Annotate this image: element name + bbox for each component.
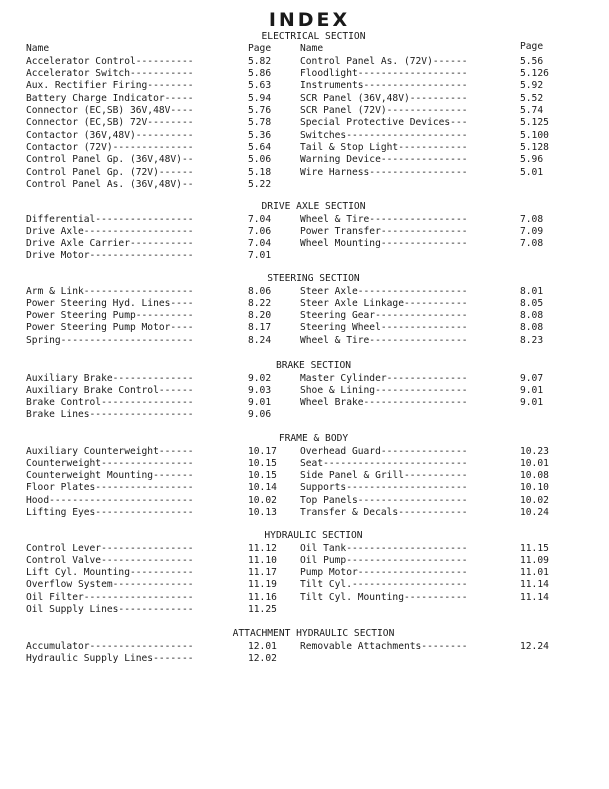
entry-page: 8.08 bbox=[520, 322, 544, 334]
entry-name: Wheel & Tire----------------- bbox=[300, 334, 468, 346]
index-row bbox=[0, 286, 609, 298]
entry-name: Pump Motor------------------- bbox=[300, 567, 468, 579]
entry-page: 10.23 bbox=[520, 445, 549, 457]
index-row bbox=[0, 310, 609, 322]
entry-page: 10.17 bbox=[248, 445, 277, 457]
entry-page: 5.78 bbox=[248, 117, 272, 129]
index-row bbox=[0, 495, 609, 507]
entry-name: Top Panels------------------- bbox=[300, 494, 468, 506]
index-row bbox=[0, 482, 609, 494]
entry-name: Overhead Guard--------------- bbox=[300, 445, 468, 457]
entry-page: 7.08 bbox=[520, 213, 544, 225]
entry-page: 9.07 bbox=[520, 372, 544, 384]
entry-page: 10.02 bbox=[520, 494, 549, 506]
entry-name: Steer Axle Linkage----------- bbox=[300, 297, 468, 309]
entry-name: Overflow System-------------- bbox=[26, 579, 194, 591]
entry-name: Drive Axle Carrier----------- bbox=[26, 238, 194, 250]
entry-name: Wheel Brake------------------ bbox=[300, 397, 468, 409]
index-row bbox=[0, 446, 609, 458]
index-row bbox=[0, 298, 609, 310]
entry-name: Aux. Rectifier Firing-------- bbox=[26, 80, 194, 92]
entry-page: 5.06 bbox=[248, 154, 272, 166]
entry-page: 11.09 bbox=[520, 554, 549, 566]
entry-name: Power Steering Pump---------- bbox=[26, 310, 194, 322]
entry-name: Hood------------------------- bbox=[26, 494, 194, 506]
entry-name: Control Panel Gp. (36V,48V)-- bbox=[26, 154, 194, 166]
entry-page: 8.08 bbox=[520, 310, 544, 322]
entry-name: SCR Panel (72V)-------------- bbox=[300, 105, 468, 116]
entry-name: Seat------------------------- bbox=[300, 457, 468, 469]
entry-page: 8.20 bbox=[248, 310, 272, 322]
index-row bbox=[0, 604, 609, 616]
index-row bbox=[0, 543, 609, 555]
entry-page: 5.74 bbox=[520, 105, 544, 116]
entry-name: Wheel Mounting--------------- bbox=[300, 238, 468, 250]
entry-name: Oil Pump--------------------- bbox=[300, 554, 468, 566]
index-row bbox=[0, 373, 609, 385]
entry-name: SCR Panel (36V,48V)---------- bbox=[300, 92, 468, 104]
entry-name: Hydraulic Supply Lines------- bbox=[26, 652, 194, 664]
entry-name: Counterweight Mounting------- bbox=[26, 470, 194, 482]
entry-name: Accelerator Switch----------- bbox=[26, 68, 194, 80]
entry-name: Lift Cyl. Mounting----------- bbox=[26, 567, 194, 579]
entry-page: 9.01 bbox=[520, 397, 544, 409]
entry-name: Steer Axle------------------- bbox=[300, 285, 468, 297]
entry-name: Contactor (36V,48V)---------- bbox=[26, 129, 194, 141]
entry-page: 10.08 bbox=[520, 470, 549, 482]
entry-page: 11.25 bbox=[248, 604, 277, 615]
entry-name: Drive Motor------------------ bbox=[26, 250, 194, 262]
entry-page: 5.56 bbox=[520, 55, 544, 67]
entry-page: 5.126 bbox=[520, 68, 549, 80]
entry-name: Drive Axle------------------- bbox=[26, 225, 194, 237]
entry-page: 10.14 bbox=[248, 482, 277, 494]
entry-name: Auxiliary Counterweight------ bbox=[26, 445, 194, 457]
entry-name: Power Steering Pump Motor---- bbox=[26, 322, 194, 334]
index-row bbox=[0, 335, 609, 347]
entry-page: 7.09 bbox=[520, 225, 544, 237]
index-row bbox=[0, 250, 609, 262]
entry-page: 5.64 bbox=[248, 141, 272, 153]
entry-name: Steering Gear---------------- bbox=[300, 310, 468, 322]
entry-page: 5.100 bbox=[520, 129, 549, 141]
entry-name: Spring----------------------- bbox=[26, 334, 194, 346]
entry-name: Tilt Cyl. Mounting----------- bbox=[300, 591, 468, 603]
entry-name: Warning Device--------------- bbox=[300, 154, 468, 166]
entry-page: 10.24 bbox=[520, 507, 549, 518]
entry-page: 5.36 bbox=[248, 129, 272, 141]
index-row bbox=[0, 322, 609, 334]
entry-page: 7.04 bbox=[248, 213, 272, 225]
index-row bbox=[0, 117, 609, 129]
entry-name: Instruments------------------ bbox=[300, 80, 468, 92]
entry-page: 8.22 bbox=[248, 297, 272, 309]
page-title: INDEX bbox=[268, 9, 351, 31]
entry-page: 8.01 bbox=[520, 285, 544, 297]
entry-page: 11.01 bbox=[520, 567, 549, 579]
entry-page: 10.02 bbox=[248, 494, 277, 506]
index-row bbox=[0, 105, 609, 117]
entry-name: Transfer & Decals------------ bbox=[300, 507, 468, 518]
entry-name: Control Panel As. (72V)------ bbox=[300, 55, 468, 67]
entry-name: Removable Attachments-------- bbox=[300, 640, 468, 652]
index-row bbox=[0, 130, 609, 142]
entry-name: Contactor (72V)-------------- bbox=[26, 141, 194, 153]
entry-page: 7.06 bbox=[248, 225, 272, 237]
index-row bbox=[0, 641, 609, 653]
index-row bbox=[0, 592, 609, 604]
entry-name: Auxiliary Brake-------------- bbox=[26, 372, 194, 384]
section-title: FRAME & BODY bbox=[278, 433, 349, 444]
entry-page: 5.76 bbox=[248, 105, 272, 116]
entry-name: Shoe & Lining---------------- bbox=[300, 384, 468, 396]
index-row bbox=[0, 470, 609, 482]
entry-page: 8.17 bbox=[248, 322, 272, 334]
entry-name: Brake Control---------------- bbox=[26, 397, 194, 409]
entry-page: 11.14 bbox=[520, 591, 549, 603]
index-row bbox=[0, 409, 609, 421]
index-row bbox=[0, 653, 609, 665]
entry-name: Control Panel Gp. (72V)------ bbox=[26, 166, 194, 178]
entry-page: 5.01 bbox=[520, 166, 544, 178]
section-title: ELECTRICAL SECTION bbox=[261, 31, 366, 42]
entry-name: Steering Wheel--------------- bbox=[300, 322, 468, 334]
index-row bbox=[0, 167, 609, 179]
index-row bbox=[0, 179, 609, 191]
entry-page: 12.01 bbox=[248, 640, 277, 652]
entry-page: 9.06 bbox=[248, 409, 272, 421]
entry-page: 5.96 bbox=[520, 154, 544, 166]
index-row bbox=[0, 68, 609, 80]
entry-page: 5.22 bbox=[248, 178, 272, 190]
section-title: DRIVE AXLE SECTION bbox=[261, 201, 366, 212]
name-header: Name bbox=[300, 42, 324, 54]
entry-page: 5.18 bbox=[248, 166, 272, 178]
entry-name: Power Steering Hyd. Lines---- bbox=[26, 297, 194, 309]
entry-name: Side Panel & Grill----------- bbox=[300, 470, 468, 482]
entry-name: Tilt Cyl.-------------------- bbox=[300, 579, 468, 591]
entry-page: 9.02 bbox=[248, 372, 272, 384]
index-row bbox=[0, 385, 609, 397]
index-row bbox=[0, 214, 609, 226]
entry-page: 7.08 bbox=[520, 238, 544, 250]
index-row bbox=[0, 226, 609, 238]
entry-page: 8.06 bbox=[248, 285, 272, 297]
index-row bbox=[0, 458, 609, 470]
section-title: HYDRAULIC SECTION bbox=[264, 530, 363, 541]
entry-page: 10.13 bbox=[248, 507, 277, 518]
index-row bbox=[0, 397, 609, 409]
entry-name: Oil Filter------------------- bbox=[26, 591, 194, 603]
entry-page: 11.12 bbox=[248, 542, 277, 554]
entry-name: Oil Supply Lines------------- bbox=[26, 604, 194, 615]
entry-name: Master Cylinder-------------- bbox=[300, 372, 468, 384]
entry-name: Auxiliary Brake Control------ bbox=[26, 384, 194, 396]
entry-name: Control Lever---------------- bbox=[26, 542, 194, 554]
index-row bbox=[0, 555, 609, 567]
entry-page: 10.15 bbox=[248, 470, 277, 482]
entry-page: 5.52 bbox=[520, 92, 544, 104]
index-row bbox=[0, 567, 609, 579]
entry-name: Differential----------------- bbox=[26, 213, 194, 225]
index-row bbox=[0, 238, 609, 250]
entry-name: Connector (EC,SB) 72V-------- bbox=[26, 117, 194, 129]
section-title: ATTACHMENT HYDRAULIC SECTION bbox=[232, 628, 395, 639]
entry-name: Counterweight---------------- bbox=[26, 457, 194, 469]
index-row bbox=[0, 56, 609, 68]
entry-page: 8.24 bbox=[248, 334, 272, 346]
index-row bbox=[0, 579, 609, 591]
entry-page: 11.17 bbox=[248, 567, 277, 579]
entry-name: Battery Charge Indicator----- bbox=[26, 92, 194, 104]
entry-name: Floodlight------------------- bbox=[300, 68, 468, 80]
index-row bbox=[0, 154, 609, 166]
entry-name: Power Transfer--------------- bbox=[300, 225, 468, 237]
entry-name: Lifting Eyes----------------- bbox=[26, 507, 194, 518]
entry-page: 9.01 bbox=[520, 384, 544, 396]
entry-page: 10.01 bbox=[520, 457, 549, 469]
entry-page: 7.01 bbox=[248, 250, 272, 262]
entry-name: Control Panel As. (36V,48V)-- bbox=[26, 178, 194, 190]
entry-name: Wheel & Tire----------------- bbox=[300, 213, 468, 225]
index-row bbox=[0, 142, 609, 154]
entry-name: Arm & Link------------------- bbox=[26, 285, 194, 297]
entry-page: 5.128 bbox=[520, 141, 549, 153]
entry-name: Accelerator Control---------- bbox=[26, 55, 194, 67]
section-title: BRAKE SECTION bbox=[275, 360, 352, 371]
section-title: STEERING SECTION bbox=[267, 273, 360, 284]
column-header-row bbox=[0, 40, 609, 55]
index-row bbox=[0, 80, 609, 92]
entry-page: 12.24 bbox=[520, 640, 549, 652]
name-header: Name bbox=[26, 42, 50, 54]
entry-page: 11.10 bbox=[248, 554, 277, 566]
entry-page: 8.23 bbox=[520, 334, 544, 346]
entry-name: Control Valve---------------- bbox=[26, 554, 194, 566]
index-row bbox=[0, 507, 609, 519]
page-header: Page bbox=[248, 42, 272, 54]
entry-name: Connector (EC,SB) 36V,48V---- bbox=[26, 105, 194, 116]
entry-page: 11.14 bbox=[520, 579, 549, 591]
page-header: Page bbox=[520, 40, 544, 52]
entry-page: 5.86 bbox=[248, 68, 272, 80]
entry-name: Special Protective Devices--- bbox=[300, 117, 468, 129]
entry-name: Oil Tank--------------------- bbox=[300, 542, 468, 554]
entry-page: 10.10 bbox=[520, 482, 549, 494]
entry-name: Tail & Stop Light------------ bbox=[300, 141, 468, 153]
entry-name: Supports--------------------- bbox=[300, 482, 468, 494]
entry-name: Floor Plates----------------- bbox=[26, 482, 194, 494]
entry-page: 5.92 bbox=[520, 80, 544, 92]
entry-name: Wire Harness----------------- bbox=[300, 166, 468, 178]
entry-page: 5.63 bbox=[248, 80, 272, 92]
entry-name: Accumulator------------------ bbox=[26, 640, 194, 652]
entry-page: 5.82 bbox=[248, 55, 272, 67]
entry-page: 10.15 bbox=[248, 457, 277, 469]
entry-page: 5.125 bbox=[520, 117, 549, 129]
entry-page: 9.01 bbox=[248, 397, 272, 409]
index-row bbox=[0, 93, 609, 105]
entry-page: 11.16 bbox=[248, 591, 277, 603]
entry-page: 7.04 bbox=[248, 238, 272, 250]
entry-page: 11.15 bbox=[520, 542, 549, 554]
entry-page: 12.02 bbox=[248, 652, 277, 664]
entry-name: Switches--------------------- bbox=[300, 129, 468, 141]
entry-name: Brake Lines------------------ bbox=[26, 409, 194, 421]
entry-page: 8.05 bbox=[520, 297, 544, 309]
entry-page: 9.03 bbox=[248, 384, 272, 396]
entry-page: 11.19 bbox=[248, 579, 277, 591]
entry-page: 5.94 bbox=[248, 92, 272, 104]
